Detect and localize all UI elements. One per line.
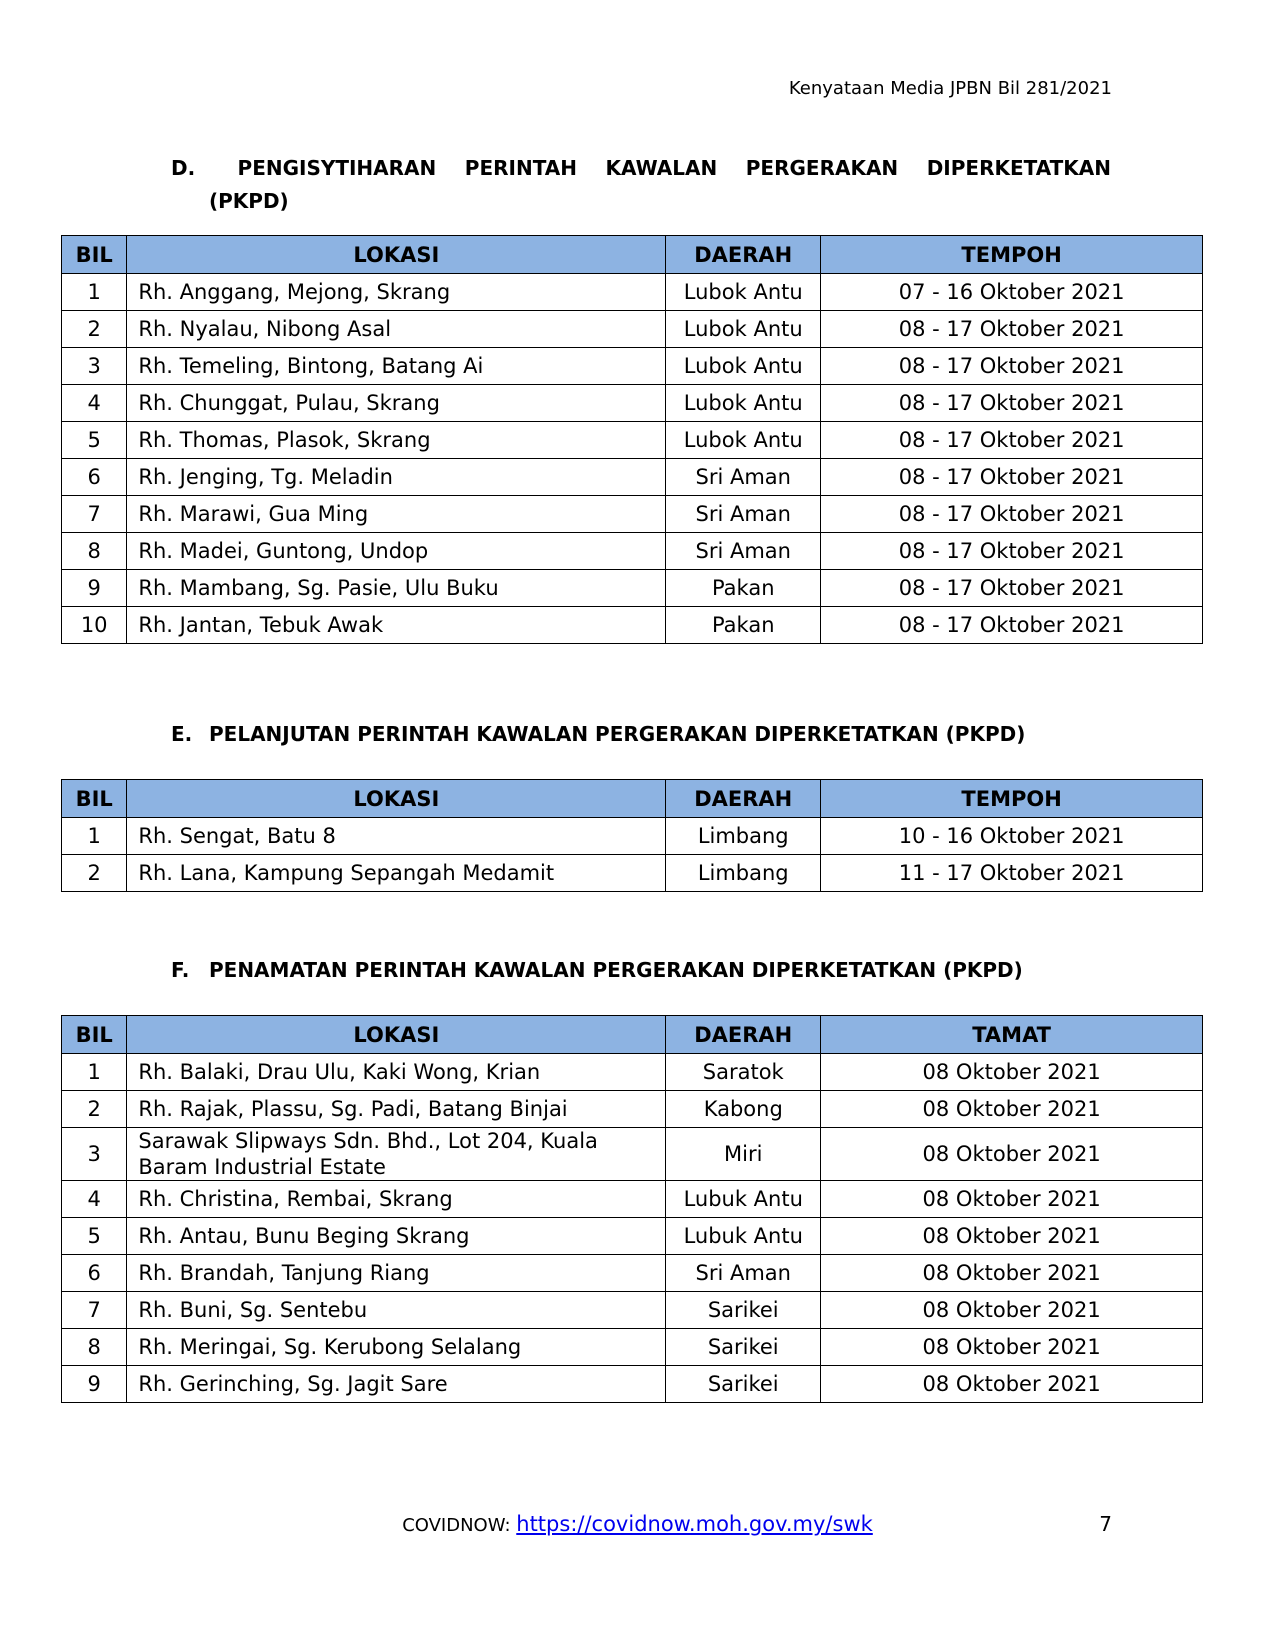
column-header-bil: BIL bbox=[62, 780, 127, 818]
cell-date: 08 - 17 Oktober 2021 bbox=[821, 348, 1203, 385]
section-d-title-word: KAWALAN bbox=[605, 156, 718, 180]
cell-daerah: Sri Aman bbox=[666, 459, 821, 496]
cell-daerah: Lubok Antu bbox=[666, 274, 821, 311]
cell-lokasi: Rh. Marawi, Gua Ming bbox=[127, 496, 666, 533]
table-row bbox=[62, 1366, 1203, 1403]
footer bbox=[0, 1512, 1275, 1536]
document-reference: Kenyataan Media JPBN Bil 281/2021 bbox=[788, 78, 1112, 99]
cell-date: 08 - 17 Oktober 2021 bbox=[821, 385, 1203, 422]
column-header-daerah: DAERAH bbox=[666, 236, 821, 274]
cell-bil: 9 bbox=[62, 1366, 127, 1403]
cell-date: 10 - 16 Oktober 2021 bbox=[821, 818, 1203, 855]
cell-daerah: Limbang bbox=[666, 855, 821, 892]
cell-daerah: Pakan bbox=[666, 570, 821, 607]
cell-lokasi: Rh. Rajak, Plassu, Sg. Padi, Batang Binjai bbox=[127, 1091, 666, 1128]
cell-date: 08 Oktober 2021 bbox=[821, 1329, 1203, 1366]
cell-date: 08 Oktober 2021 bbox=[821, 1218, 1203, 1255]
cell-bil: 6 bbox=[62, 1255, 127, 1292]
covidnow-link[interactable]: https://covidnow.moh.gov.my/swk bbox=[516, 1512, 873, 1536]
cell-lokasi: Rh. Nyalau, Nibong Asal bbox=[127, 311, 666, 348]
cell-lokasi: Rh. Sengat, Batu 8 bbox=[127, 818, 666, 855]
cell-bil: 5 bbox=[62, 422, 127, 459]
section-d-title bbox=[171, 152, 1111, 218]
cell-bil: 2 bbox=[62, 1091, 127, 1128]
table-header-row bbox=[62, 1016, 1203, 1054]
section-e-title-text: PELANJUTAN PERINTAH KAWALAN PERGERAKAN DIPERKETATKAN (PKPD) bbox=[209, 722, 1026, 746]
cell-lokasi: Rh. Lana, Kampung Sepangah Medamit bbox=[127, 855, 666, 892]
cell-daerah: Sarikei bbox=[666, 1366, 821, 1403]
table-row bbox=[62, 1255, 1203, 1292]
column-header-lokasi: LOKASI bbox=[127, 780, 666, 818]
pkpd-termination-table bbox=[61, 1015, 1203, 1403]
cell-daerah: Pakan bbox=[666, 607, 821, 644]
cell-date: 08 - 17 Oktober 2021 bbox=[821, 422, 1203, 459]
table-header-row bbox=[62, 236, 1203, 274]
cell-date: 11 - 17 Oktober 2021 bbox=[821, 855, 1203, 892]
cell-daerah: Kabong bbox=[666, 1091, 821, 1128]
section-e-letter: E. bbox=[171, 722, 193, 746]
table-row bbox=[62, 1128, 1203, 1181]
cell-lokasi: Rh. Meringai, Sg. Kerubong Selalang bbox=[127, 1329, 666, 1366]
cell-lokasi: Rh. Mambang, Sg. Pasie, Ulu Buku bbox=[127, 570, 666, 607]
column-header-lokasi: LOKASI bbox=[127, 236, 666, 274]
table-row bbox=[62, 1329, 1203, 1366]
cell-date: 08 Oktober 2021 bbox=[821, 1128, 1203, 1181]
cell-lokasi: Rh. Madei, Guntong, Undop bbox=[127, 533, 666, 570]
cell-lokasi: Rh. Jenging, Tg. Meladin bbox=[127, 459, 666, 496]
cell-date: 08 - 17 Oktober 2021 bbox=[821, 311, 1203, 348]
section-d-letter: D. bbox=[171, 156, 196, 180]
cell-lokasi: Rh. Christina, Rembai, Skrang bbox=[127, 1181, 666, 1218]
cell-daerah: Lubok Antu bbox=[666, 311, 821, 348]
column-header-tempoh: TEMPOH bbox=[821, 236, 1203, 274]
cell-bil: 10 bbox=[62, 607, 127, 644]
cell-bil: 3 bbox=[62, 1128, 127, 1181]
cell-date: 08 Oktober 2021 bbox=[821, 1054, 1203, 1091]
cell-daerah: Lubok Antu bbox=[666, 422, 821, 459]
table-row bbox=[62, 311, 1203, 348]
cell-date: 08 Oktober 2021 bbox=[821, 1181, 1203, 1218]
cell-bil: 4 bbox=[62, 1181, 127, 1218]
cell-lokasi: Rh. Brandah, Tanjung Riang bbox=[127, 1255, 666, 1292]
cell-date: 08 - 17 Oktober 2021 bbox=[821, 459, 1203, 496]
cell-date: 08 - 17 Oktober 2021 bbox=[821, 533, 1203, 570]
cell-bil: 8 bbox=[62, 1329, 127, 1366]
table-row bbox=[62, 533, 1203, 570]
pkpd-extension-table bbox=[61, 779, 1203, 892]
section-d-title-line2: (PKPD) bbox=[209, 189, 289, 213]
table-row bbox=[62, 570, 1203, 607]
cell-daerah: Lubuk Antu bbox=[666, 1181, 821, 1218]
cell-date: 08 - 17 Oktober 2021 bbox=[821, 496, 1203, 533]
table-row bbox=[62, 422, 1203, 459]
cell-lokasi: Rh. Temeling, Bintong, Batang Ai bbox=[127, 348, 666, 385]
cell-date: 08 Oktober 2021 bbox=[821, 1091, 1203, 1128]
table-row bbox=[62, 855, 1203, 892]
cell-bil: 6 bbox=[62, 459, 127, 496]
column-header-daerah: DAERAH bbox=[666, 1016, 821, 1054]
section-d-title-word: PERINTAH bbox=[464, 156, 578, 180]
section-d-title-word: PENGISYTIHARAN bbox=[237, 156, 437, 180]
cell-daerah: Sarikei bbox=[666, 1292, 821, 1329]
cell-date: 08 Oktober 2021 bbox=[821, 1366, 1203, 1403]
page-number: 7 bbox=[1099, 1512, 1112, 1536]
table-row bbox=[62, 818, 1203, 855]
table-header-row bbox=[62, 780, 1203, 818]
cell-date: 08 - 17 Oktober 2021 bbox=[821, 607, 1203, 644]
cell-lokasi: Rh. Chunggat, Pulau, Skrang bbox=[127, 385, 666, 422]
column-header-bil: BIL bbox=[62, 1016, 127, 1054]
cell-bil: 1 bbox=[62, 1054, 127, 1091]
cell-lokasi: Sarawak Slipways Sdn. Bhd., Lot 204, Kuala Baram Industrial Estate bbox=[127, 1128, 666, 1181]
cell-lokasi: Rh. Balaki, Drau Ulu, Kaki Wong, Krian bbox=[127, 1054, 666, 1091]
cell-daerah: Limbang bbox=[666, 818, 821, 855]
column-header-lokasi: LOKASI bbox=[127, 1016, 666, 1054]
table-row bbox=[62, 1181, 1203, 1218]
section-e-title bbox=[171, 718, 1111, 751]
cell-bil: 2 bbox=[62, 311, 127, 348]
cell-daerah: Lubok Antu bbox=[666, 385, 821, 422]
section-f-title-text: PENAMATAN PERINTAH KAWALAN PERGERAKAN DIPERKETATKAN (PKPD) bbox=[209, 958, 1023, 982]
table-row bbox=[62, 274, 1203, 311]
cell-bil: 7 bbox=[62, 1292, 127, 1329]
cell-date: 07 - 16 Oktober 2021 bbox=[821, 274, 1203, 311]
table-row bbox=[62, 496, 1203, 533]
cell-lokasi: Rh. Antau, Bunu Beging Skrang bbox=[127, 1218, 666, 1255]
cell-lokasi: Rh. Thomas, Plasok, Skrang bbox=[127, 422, 666, 459]
cell-date: 08 Oktober 2021 bbox=[821, 1255, 1203, 1292]
column-header-bil: BIL bbox=[62, 236, 127, 274]
cell-bil: 2 bbox=[62, 855, 127, 892]
cell-bil: 3 bbox=[62, 348, 127, 385]
cell-bil: 7 bbox=[62, 496, 127, 533]
cell-bil: 9 bbox=[62, 570, 127, 607]
cell-daerah: Sri Aman bbox=[666, 496, 821, 533]
cell-daerah: Sri Aman bbox=[666, 533, 821, 570]
cell-bil: 4 bbox=[62, 385, 127, 422]
cell-bil: 1 bbox=[62, 818, 127, 855]
cell-lokasi: Rh. Gerinching, Sg. Jagit Sare bbox=[127, 1366, 666, 1403]
cell-daerah: Sarikei bbox=[666, 1329, 821, 1366]
cell-daerah: Miri bbox=[666, 1128, 821, 1181]
table-row bbox=[62, 1218, 1203, 1255]
column-header-tamat: TAMAT bbox=[821, 1016, 1203, 1054]
table-row bbox=[62, 1091, 1203, 1128]
cell-date: 08 Oktober 2021 bbox=[821, 1292, 1203, 1329]
cell-date: 08 - 17 Oktober 2021 bbox=[821, 570, 1203, 607]
section-f-letter: F. bbox=[171, 958, 190, 982]
cell-bil: 1 bbox=[62, 274, 127, 311]
table-row bbox=[62, 1292, 1203, 1329]
table-row bbox=[62, 607, 1203, 644]
pkpd-declaration-table bbox=[61, 235, 1203, 644]
cell-daerah: Sri Aman bbox=[666, 1255, 821, 1292]
table-row bbox=[62, 459, 1203, 496]
table-row bbox=[62, 348, 1203, 385]
cell-daerah: Lubok Antu bbox=[666, 348, 821, 385]
cell-bil: 8 bbox=[62, 533, 127, 570]
column-header-tempoh: TEMPOH bbox=[821, 780, 1203, 818]
section-f-title bbox=[171, 954, 1111, 987]
cell-lokasi: Rh. Buni, Sg. Sentebu bbox=[127, 1292, 666, 1329]
cell-lokasi: Rh. Anggang, Mejong, Skrang bbox=[127, 274, 666, 311]
section-d-title-word: PERGERAKAN bbox=[745, 156, 899, 180]
section-d-title-word: DIPERKETATKAN bbox=[926, 156, 1111, 180]
cell-bil: 5 bbox=[62, 1218, 127, 1255]
cell-lokasi: Rh. Jantan, Tebuk Awak bbox=[127, 607, 666, 644]
table-row bbox=[62, 1054, 1203, 1091]
cell-daerah: Lubuk Antu bbox=[666, 1218, 821, 1255]
cell-daerah: Saratok bbox=[666, 1054, 821, 1091]
table-row bbox=[62, 385, 1203, 422]
footer-label: COVIDNOW: bbox=[402, 1515, 517, 1536]
column-header-daerah: DAERAH bbox=[666, 780, 821, 818]
